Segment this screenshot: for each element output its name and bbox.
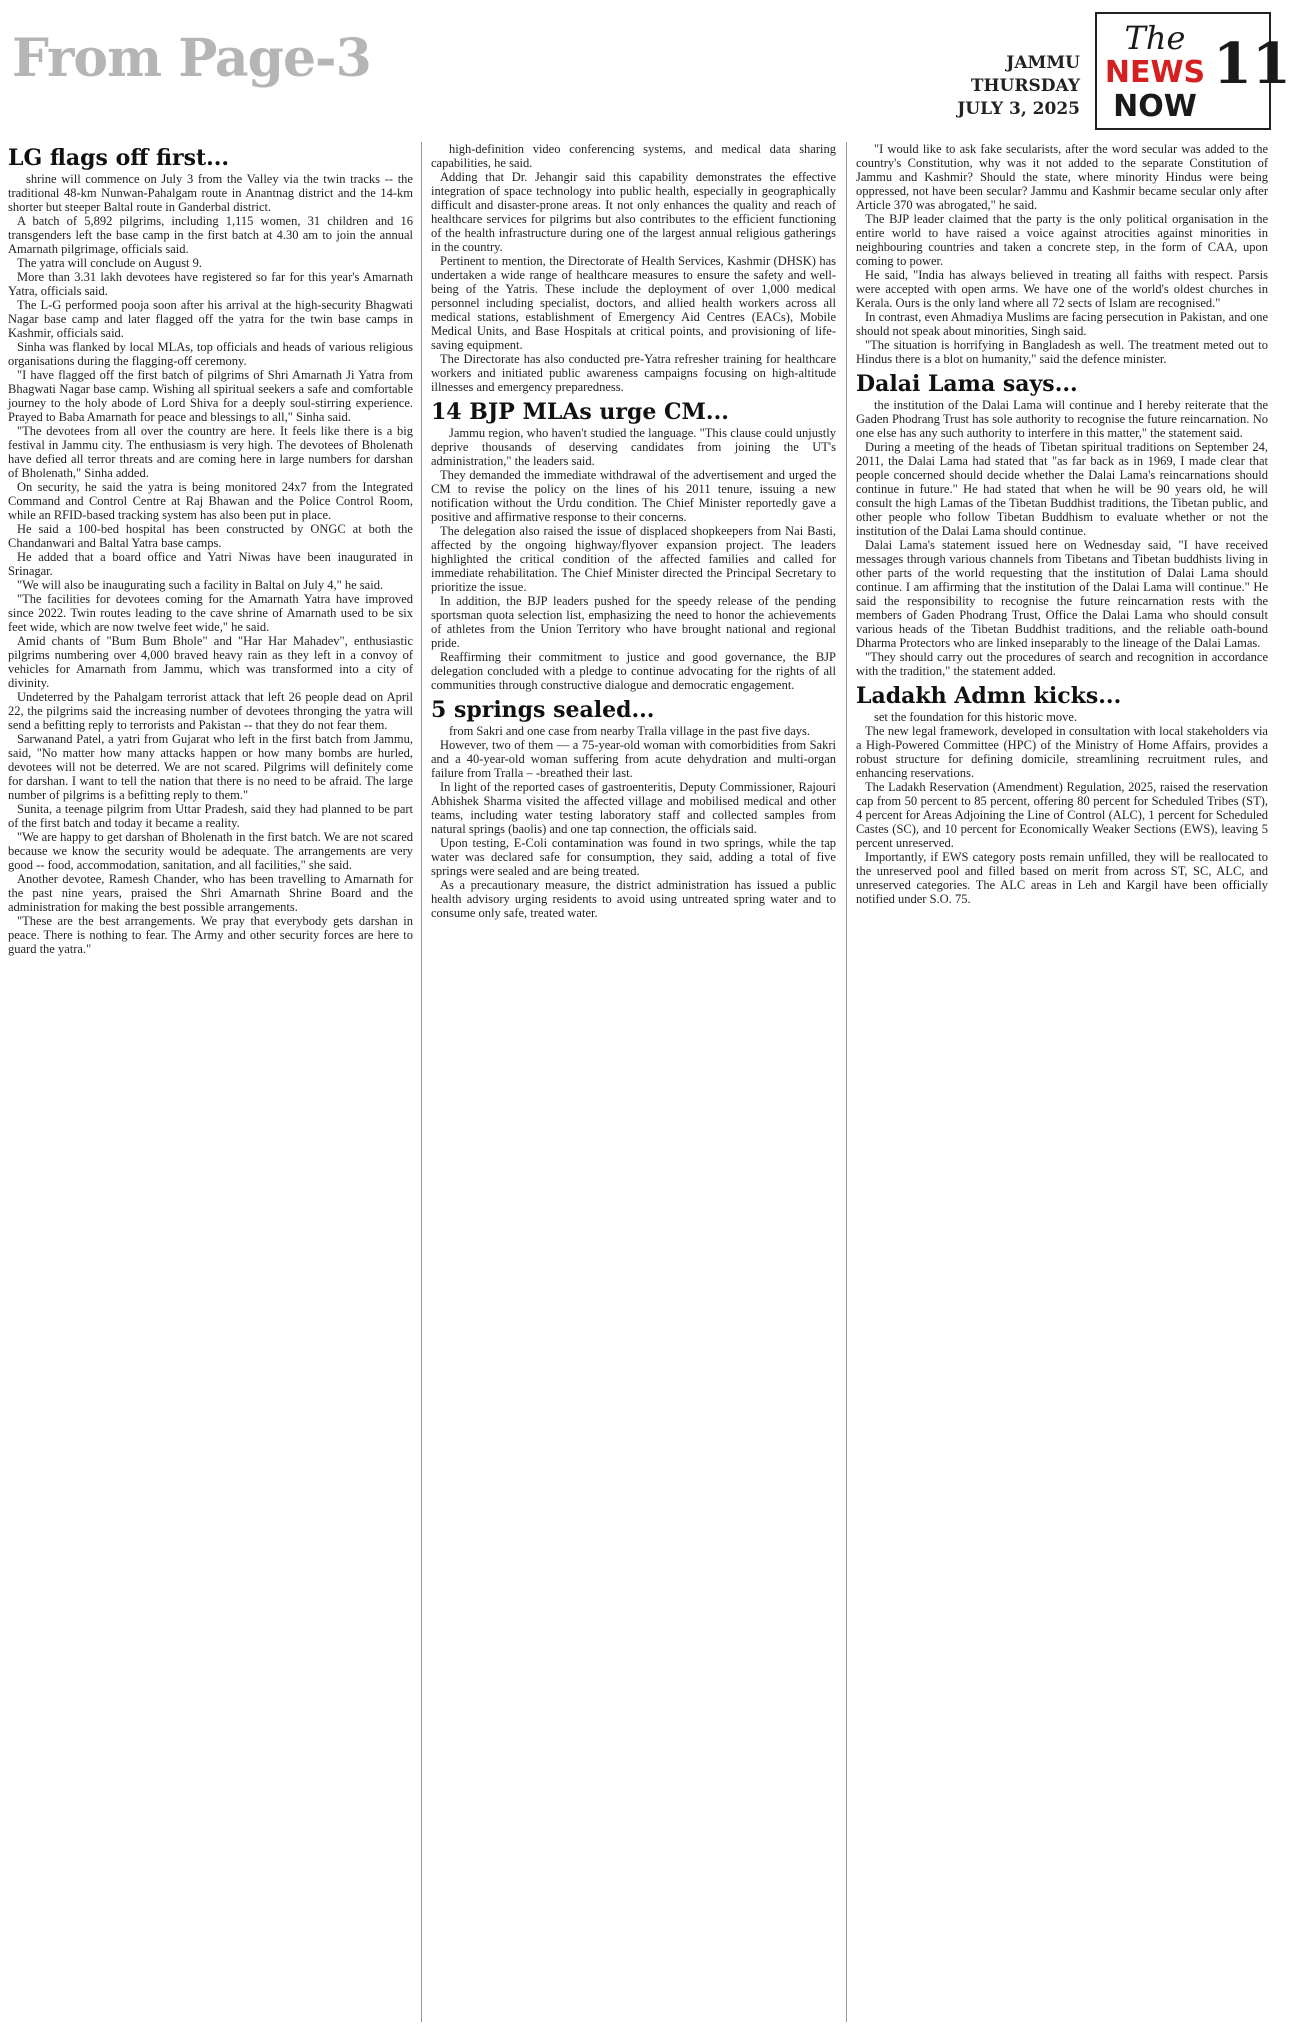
article-paragraph: "These are the best arrangements. We pray that everybody gets darshan in peace. There is nothing to fear. The Army and other security forces are here to guard the yatra." — [8, 914, 413, 956]
article-paragraph: The new legal framework, developed in consultation with local stakeholders via a High-Powered Committee (HPC) of the Ministry of Home Affairs, provides a robust structure for defining domicile, streamlining recruitment rules, and enhancing reservations. — [856, 724, 1268, 780]
newspaper-logo — [1095, 12, 1215, 130]
article-paragraph: from Sakri and one case from nearby Tralla village in the past five days. — [449, 724, 811, 738]
article-paragraph: Importantly, if EWS category posts remain unfilled, they will be reallocated to the unreserved pool and filled based on merit from across ST, SC, ALC, and unreserved categories. The ALC areas in Leh and Kargil have been officially notified under S.O. 75. — [856, 850, 1268, 906]
article-headline: 5 springs sealed... — [431, 697, 655, 723]
article-paragraph: Jammu region, who haven't studied the language. "This clause could unjustly deprive thousands of deserving candidates from joining the UT's administration," the leaders said. — [431, 426, 836, 468]
masthead — [0, 0, 1291, 140]
article-paragraph: He said, "India has always believed in treating all faiths with respect. Parsis were accepted with open arms. We have one of the world's oldest churches in Kerala. Ours is the only land where all 72 sects of Islam are recognised." — [856, 268, 1268, 310]
dateline-day: THURSDAY — [970, 76, 1080, 96]
article-paragraph: He said a 100-bed hospital has been constructed by ONGC at both the Chandanwari and Baltal Yatra base camps. — [8, 522, 413, 550]
article-paragraph: More than 3.31 lakh devotees have registered so far for this year's Amarnath Yatra, officials said. — [8, 270, 413, 298]
article-headline: Ladakh Admn kicks... — [856, 683, 1122, 709]
article-paragraph: Sarwanand Patel, a yatri from Gujarat who left in the first batch from Jammu, said, "No matter how many attacks happen or how many bombs are hurled, devotees will not be deterred. We are not scared. Pilgrims will definitely come for darshan. I want to tell the nation that there is no need to be afraid. The large number of pilgrims is a befitting reply to them." — [8, 732, 413, 802]
article-paragraph: the institution of the Dalai Lama will continue and I hereby reiterate that the Gaden Phodrang Trust has sole authority to recognise the future reincarnation. No one else has any such authority to interfere in this matter," the statement said. — [856, 398, 1268, 440]
article-lg-flags-off — [8, 144, 413, 956]
article-paragraph: Another devotee, Ramesh Chander, who has been travelling to Amarnath for the past nine years, praised the Shri Amarnath Shrine Board and the administration for making the best possible arrangements. — [8, 872, 413, 914]
article-paragraph: During a meeting of the heads of Tibetan spiritual traditions on September 24, 2011, the Dalai Lama had stated that "as far back as in 1969, I made clear that people concerned should decide whether the Dalai Lama's reincarnations should continue in future." He had stated that when he will be 90 years old, he will consult the high Lamas of the Tibetan Buddhist traditions, the Tibetan public, and other people who follow Tibetan Buddhism to evaluate whether or not the institution of the Dalai Lama should continue. — [856, 440, 1268, 538]
section-title: From Page-3 — [12, 28, 371, 89]
article-headline: Dalai Lama says... — [856, 371, 1078, 397]
logo-the: The — [1124, 19, 1186, 57]
article-paragraph: Adding that Dr. Jehangir said this capability demonstrates the effective integration of space technology into public health, especially in geographically difficult and disaster-prone areas. It not only enhances the quality and reach of healthcare services for pilgrims but also contributes to the efficient functioning of the health infrastructure during one of the largest annual religious gatherings in the country. — [431, 170, 836, 254]
article-paragraph: set the foundation for this historic move. — [874, 710, 1078, 724]
dateline-city: JAMMU — [1006, 53, 1080, 73]
article-paragraph: The yatra will conclude on August 9. — [17, 256, 203, 270]
article-paragraph: The Directorate has also conducted pre-Yatra refresher training for healthcare workers and initiated public awareness campaigns focusing on high-altitude illnesses and emergency preparedness. — [431, 352, 836, 394]
article-paragraph: As a precautionary measure, the district administration has issued a public health advisory urging residents to avoid using untreated spring water and to consume only safe, treated water. — [431, 878, 836, 920]
article-paragraph: The BJP leader claimed that the party is the only political organisation in the entire world to have raised a voice against atrocities against minorities in neighbouring countries and taken a concrete step, in the form of CAA, upon coming to power. — [856, 212, 1268, 268]
article-paragraph: The delegation also raised the issue of displaced shopkeepers from Nai Basti, affected by the ongoing highway/flyover expansion project. The leaders highlighted the critical condition of the affected families and called for immediate rehabilitation. The Chief Minister directed the Principal Secretary to prioritize the issue. — [431, 524, 836, 594]
article-paragraph: shrine will commence on July 3 from the Valley via the twin tracks -- the traditional 48-km Nunwan-Pahalgam route in Anantnag district and the 14-km shorter but steeper Baltal route in Ganderbal district. — [8, 172, 413, 214]
article-paragraph: In contrast, even Ahmadiya Muslims are facing persecution in Pakistan, and one should not speak about minorities, Singh said. — [856, 310, 1268, 338]
article-paragraph: "The situation is horrifying in Bangladesh as well. The treatment meted out to Hindus there is a blot on humanity," said the defence minister. — [856, 338, 1268, 366]
article-headline: LG flags off first... — [8, 145, 230, 171]
article-paragraph: However, two of them — a 75-year-old woman with comorbidities from Sakri and a 40-year-old woman suffering from acute dehydration and multi-organ failure from Tralla – -breathed their last. — [431, 738, 836, 780]
article-dalai-lama — [856, 370, 1268, 678]
article-bjp-mlas — [431, 398, 836, 692]
article-paragraph: Dalai Lama's statement issued here on Wednesday said, "I have received messages through various channels from Tibetans and Tibetan buddhists living in other parts of the world requesting that the institution of Dalai Lama should continue. I am affirming that the institution of the Dalai Lama will continue." He said the responsibility to recognise the future reincarnation rests with the members of Gaden Phodrang Trust, Office the Dalai Lama who should consult various heads of the Tibetan Buddhist traditions, and the reliable oath-bound Dharma Protectors who are linked inseparably to the lineage of the Dalai Lamas. — [856, 538, 1268, 650]
article-springs-sealed — [431, 696, 836, 920]
article-paragraph: "They should carry out the procedures of search and recognition in accordance with the tradition," the statement added. — [856, 650, 1268, 678]
article-paragraph: Amid chants of "Bum Bum Bhole" and "Har Har Mahadev", enthusiastic pilgrims numbering over 4,000 braved heavy rain as they left in a convoy of vehicles for Amarnath from Jammu, which was transformed into a city of divinity. — [8, 634, 413, 690]
article-paragraph: The L-G performed pooja soon after his arrival at the high-security Bhagwati Nagar base camp and later flagged off the yatra for the twin base camps in Kashmir, officials said. — [8, 298, 413, 340]
logo-now: NOW — [1113, 89, 1197, 124]
article-paragraph: Sunita, a teenage pilgrim from Uttar Pradesh, said they had planned to be part of the first batch and today it became a reality. — [8, 802, 413, 830]
article-paragraph: They demanded the immediate withdrawal of the advertisement and urged the CM to revise the policy on the lines of his 2011 tenure, issuing a new notification without the Urdu condition. The Chief Minister reportedly gave a positive and affirmative response to their concerns. — [431, 468, 836, 524]
article-headline: 14 BJP MLAs urge CM... — [431, 399, 729, 425]
article-paragraph: Reaffirming their commitment to justice and good governance, the BJP delegation concluded with a pledge to continue advocating for the rights of all communities through constructive dialogue and democratic engagement. — [431, 650, 836, 692]
article-paragraph: On security, he said the yatra is being monitored 24x7 from the Integrated Command and Control Centre at Raj Bhawan and the Police Control Room, while an RFID-based tracking system has also been put in place. — [8, 480, 413, 522]
article-paragraph: Pertinent to mention, the Directorate of Health Services, Kashmir (DHSK) has undertaken a wide range of healthcare measures to ensure the safety and well-being of the Yatris. These include the deployment of over 1,000 medical personnel including specialist, doctors, and allied health workers across all medical stations, establishment of Emergency Aid Centres (EACs), Mobile Medical Units, and Base Hospitals at critical points, and provisioning of life-saving equipment. — [431, 254, 836, 352]
article-rajnath-continued — [856, 142, 1268, 366]
article-paragraph: "We are happy to get darshan of Bholenath in the first batch. We are not scared because we know the security would be adequate. The arrangements are very good -- food, accommodation, sanitation, and all facilities," she said. — [8, 830, 413, 872]
column-divider — [421, 142, 422, 2022]
column-2 — [431, 142, 836, 2022]
article-paragraph: A batch of 5,892 pilgrims, including 1,115 women, 31 children and 16 transgenders left the base camp in the first batch at 4.30 am to join the annual Amarnath pilgrimage, officials said. — [8, 214, 413, 256]
article-paragraph: "I have flagged off the first batch of pilgrims of Shri Amarnath Ji Yatra from Bhagwati Nagar base camp. Wishing all spiritual seekers a safe and comfortable journey to the holy abode of Lord Shiva for a deeply soul-stirring experience. Prayed to Baba Amarnath for peace and blessings to all," Sinha said. — [8, 368, 413, 424]
article-paragraph: The Ladakh Reservation (Amendment) Regulation, 2025, raised the reservation cap from 50 percent to 85 percent, offering 80 percent for Scheduled Tribes (ST), 4 percent for Areas Adjoining the Line of Control (ALC), 1 percent for Scheduled Castes (SC), and 10 percent for Economically Weaker Sections (EWS), leaving 5 percent unreserved. — [856, 780, 1268, 850]
article-paragraph: "The facilities for devotees coming for the Amarnath Yatra have improved since 2022. Twin routes leading to the cave shrine of Amarnath used to be six feet wide, which are now twelve feet wide," he said. — [8, 592, 413, 634]
article-paragraph: In addition, the BJP leaders pushed for the speedy release of the pending sportsman quota selection list, emphasizing the need to honor the achievements of athletes from the Union Territory who have brought national and regional pride. — [431, 594, 836, 650]
dateline-date: JULY 3, 2025 — [957, 99, 1080, 119]
logo-news: NEWS — [1104, 55, 1206, 90]
article-paragraph: Undeterred by the Pahalgam terrorist attack that left 26 people dead on April 22, the pilgrims said the increasing number of devotees thronging the yatra will send a befitting reply to terrorists and Pakistan -- that they do not fear them. — [8, 690, 413, 732]
article-paragraph: Sinha was flanked by local MLAs, top officials and heads of various religious organisations during the flagging-off ceremony. — [8, 340, 413, 368]
page-number: 11 — [1213, 12, 1271, 130]
dateline — [905, 52, 1080, 121]
column-3 — [856, 142, 1268, 2022]
article-paragraph: "The devotees from all over the country are here. It feels like there is a big festival in Jammu city. The enthusiasm is very high. The devotees of Bholenath have defied all terror threats and are coming here in large numbers for darshan of Bholenath," Sinha added. — [8, 424, 413, 480]
article-paragraph: high-definition video conferencing systems, and medical data sharing capabilities, he said. — [431, 142, 836, 170]
article-telemedicine-continued — [431, 142, 836, 394]
article-paragraph: Upon testing, E-Coli contamination was found in two springs, while the tap water was declared safe for consumption, they said, adding a total of five springs were sealed and are being treated. — [431, 836, 836, 878]
column-divider — [846, 142, 847, 2022]
article-paragraph: "I would like to ask fake secularists, after the word secular was added to the country's Constitution, why was it not added to the separate Constitution of Jammu and Kashmir? Should the state, where minority Hindus were being oppressed, not have been secular? Jammu and Kashmir became secular only after Article 370 was abrogated," he said. — [856, 142, 1268, 212]
article-ladakh-admn — [856, 682, 1268, 906]
article-paragraph: In light of the reported cases of gastroenteritis, Deputy Commissioner, Rajouri Abhishek Sharma visited the affected village and mobilised medical and other teams, including water testing laboratory staff and collected samples from natural springs (baolis) and one tap connection, the officials said. — [431, 780, 836, 836]
article-paragraph: "We will also be inaugurating such a facility in Baltal on July 4," he said. — [17, 578, 384, 592]
column-1 — [8, 142, 413, 2022]
article-paragraph: He added that a board office and Yatri Niwas have been inaugurated in Srinagar. — [8, 550, 413, 578]
